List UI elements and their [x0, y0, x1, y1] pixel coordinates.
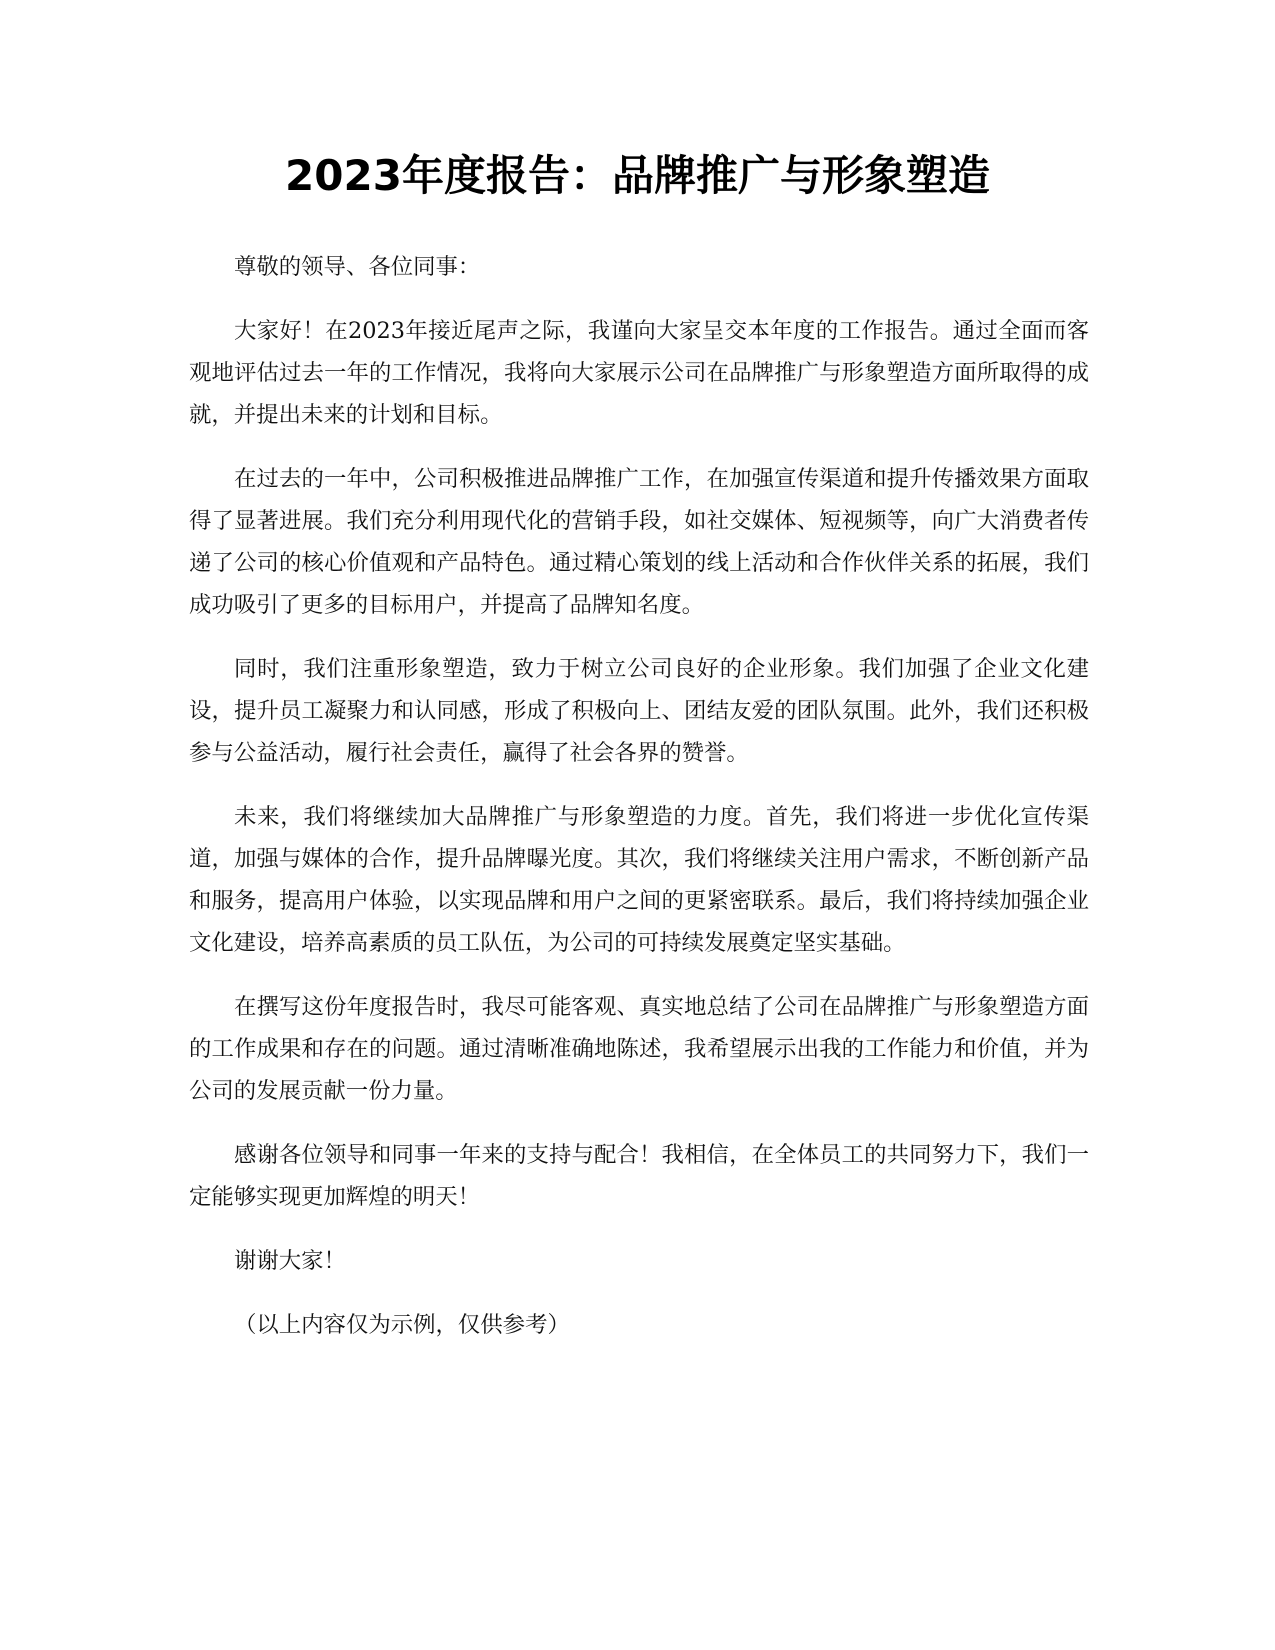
document-body	[189, 246, 1089, 1368]
paragraph-thanks: 感谢各位领导和同事一年来的支持与配合！我相信，在全体员工的共同努力下，我们一定能够实现更加辉煌的明天！	[189, 1142, 1089, 1210]
paragraph-future-plans: 未来，我们将继续加大品牌推广与形象塑造的力度。首先，我们将进一步优化宣传渠道，加强与媒体的合作，提升品牌曝光度。其次，我们将继续关注用户需求，不断创新产品和服务，提高用户体验，以实现品牌和用户之间的更紧密联系。最后，我们将持续加强企业文化建设，培养高素质的员工队伍，为公司的可持续发展奠定坚实基础。	[189, 804, 1089, 956]
document-title: 2023年度报告：品牌推广与形象塑造	[285, 151, 990, 200]
disclaimer-note: （以上内容仅为示例，仅供参考）	[234, 1312, 570, 1338]
salutation: 尊敬的领导、各位同事：	[234, 254, 481, 280]
closing-line: 谢谢大家！	[234, 1248, 346, 1274]
paragraph-brand-promotion: 在过去的一年中，公司积极推进品牌推广工作，在加强宣传渠道和提升传播效果方面取得了显著进展。我们充分利用现代化的营销手段，如社交媒体、短视频等，向广大消费者传递了公司的核心价值观和产品特色。通过精心策划的线上活动和合作伙伴关系的拓展，我们成功吸引了更多的目标用户，并提高了品牌知名度。	[189, 466, 1089, 618]
paragraph-intro: 大家好！在2023年接近尾声之际，我谨向大家呈交本年度的工作报告。通过全面而客观地评估过去一年的工作情况，我将向大家展示公司在品牌推广与形象塑造方面所取得的成就，并提出未来的计划和目标。	[189, 318, 1089, 428]
paragraph-image-building: 同时，我们注重形象塑造，致力于树立公司良好的企业形象。我们加强了企业文化建设，提升员工凝聚力和认同感，形成了积极向上、团结友爱的团队氛围。此外，我们还积极参与公益活动，履行社会责任，赢得了社会各界的赞誉。	[189, 656, 1089, 766]
paragraph-summary: 在撰写这份年度报告时，我尽可能客观、真实地总结了公司在品牌推广与形象塑造方面的工作成果和存在的问题。通过清晰准确地陈述，我希望展示出我的工作能力和价值，并为公司的发展贡献一份力量。	[189, 994, 1089, 1104]
